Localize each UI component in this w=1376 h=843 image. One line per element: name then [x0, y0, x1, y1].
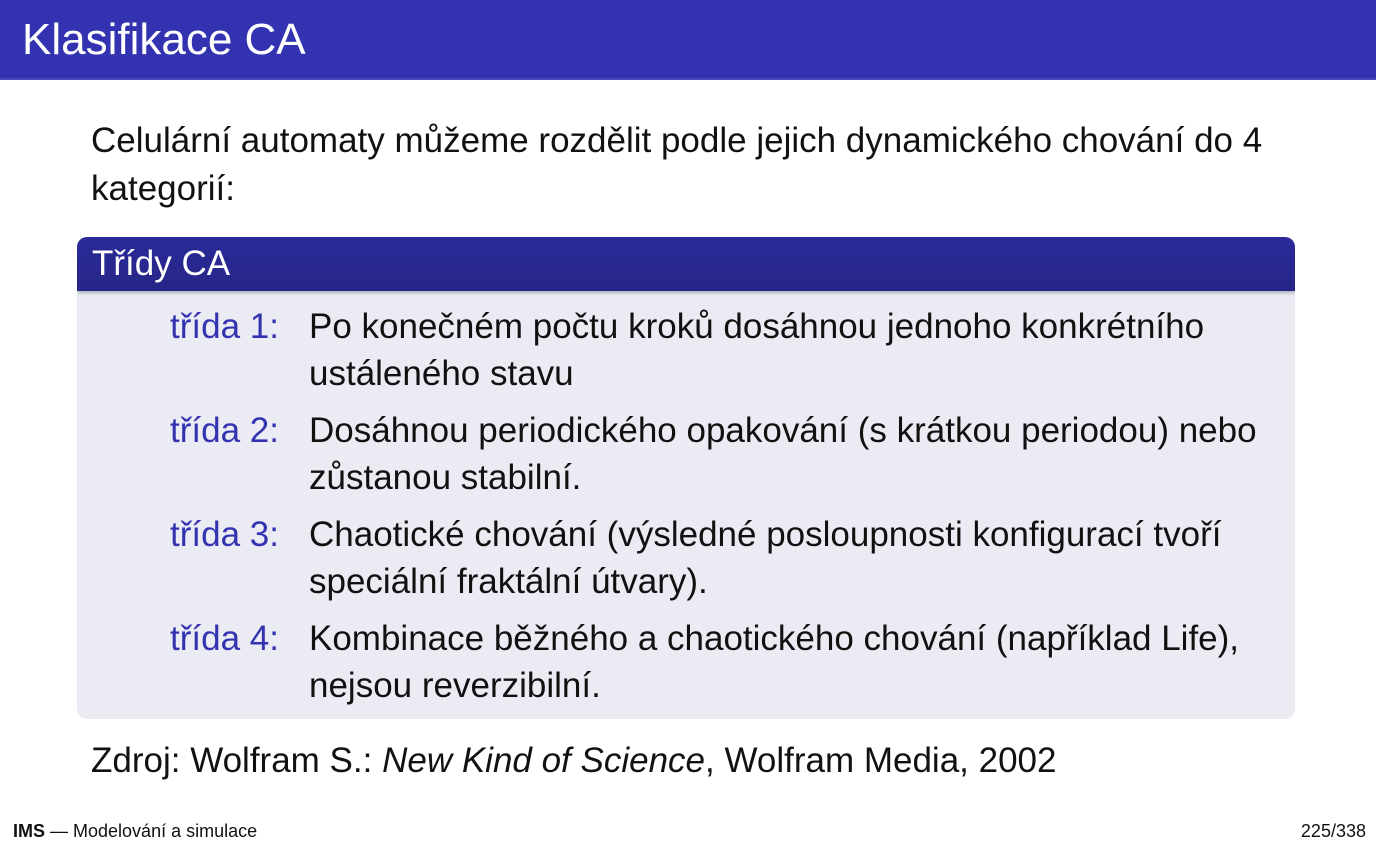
definition-list [77, 303, 1295, 719]
definition-description: Kombinace běžného a chaotického chování (například Life), nejsou reverzibilní. [309, 619, 1240, 705]
block-header [77, 237, 1295, 291]
definition-term: třída 4: [170, 619, 279, 658]
footer-short-title: IMS [13, 821, 46, 841]
definition-description: Po konečném počtu kroků dosáhnou jednoho konkrétního ustáleného stavu [309, 307, 1205, 393]
definition-block [77, 237, 1295, 719]
title-bar [0, 0, 1376, 80]
page-number: 225/338 [1300, 821, 1366, 841]
footer-title [13, 820, 257, 842]
footer-subtitle: — Modelování a simulace [45, 821, 258, 841]
definition-item [77, 407, 1295, 511]
slide-title: Klasifikace CA [22, 15, 306, 64]
definition-term: třída 1: [170, 307, 279, 346]
definition-term: třída 3: [170, 515, 279, 554]
definition-item [77, 615, 1295, 719]
source-book-title: New Kind of Science [382, 741, 706, 780]
source-citation [91, 737, 1056, 785]
block-title: Třídy CA [92, 244, 231, 283]
definition-term: třída 2: [170, 411, 279, 450]
source-prefix: Zdroj: Wolfram S.: [91, 741, 383, 780]
definition-description: Chaotické chování (výsledné posloupnosti konfigurací tvoří speciální fraktální útvary). [309, 515, 1222, 601]
source-suffix: , Wolfram Media, 2002 [705, 741, 1057, 780]
intro-paragraph: Celulární automaty můžeme rozdělit podle jejich dynamického chování do 4 kategorií: [91, 121, 1263, 208]
definition-item [77, 511, 1295, 615]
definition-item [77, 303, 1295, 407]
definition-description: Dosáhnou periodického opakování (s krátkou periodou) nebo zůstanou stabilní. [309, 411, 1257, 497]
